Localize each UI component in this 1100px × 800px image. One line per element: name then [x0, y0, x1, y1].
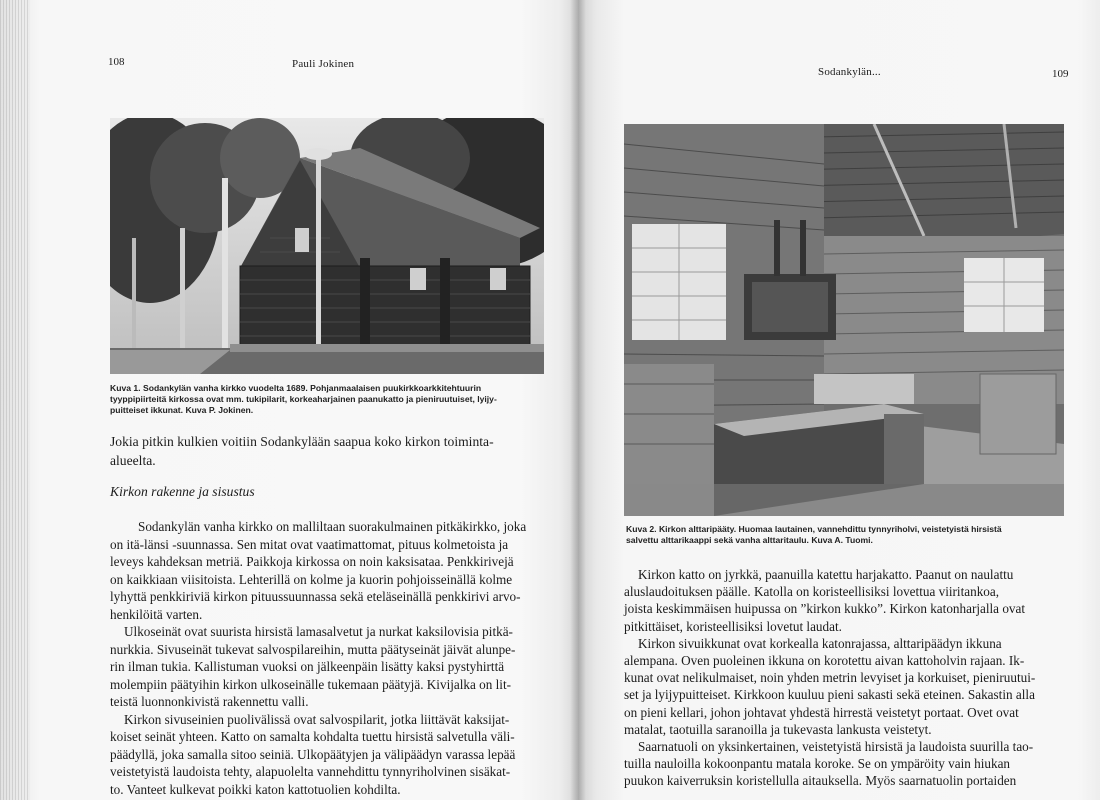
text-line: to. Vanteet kulkevat poikki katon kattotuolien kohdilta.	[110, 781, 401, 797]
text-line: veistetyistä laudoista tehty, alapuolelta vannehdittu tynnyriholvinen sisäkat-	[110, 764, 511, 779]
text-line: Sodankylän vanha kirkko on malliltaan suorakulmainen pitkäkirkko, joka	[138, 519, 527, 534]
text-line: molempiin päätyihin kirkon ulkoseinälle tukemaan päätyjä. Kivijalka on lit-	[110, 676, 512, 692]
running-head-right: Sodankylän...	[818, 66, 881, 78]
paragraph	[110, 518, 546, 623]
text-line: matalat, taotuilla saranoilla ja tukevasta lankusta veistetyt.	[624, 721, 932, 737]
caption-line: tyyppipiirteitä kirkossa ovat mm. tukipilarit, korkeaharjainen paanukatto ja pieniruutuiset, lyijy-	[110, 394, 497, 404]
text-line: rin ilman tukia. Kallistuman vuoksi on jälkeenpäin lisätty kaksi pystyhirttä	[110, 659, 505, 674]
text-line: alueelta.	[110, 453, 156, 468]
section-heading: Kirkon rakenne ja sisustus	[110, 484, 255, 499]
text-line: henkilöitä varten.	[110, 606, 203, 622]
text-line: joista keskimmäisen huipussa on ”kirkon kukko”. Kirkon katonharjalla ovat	[624, 601, 1026, 617]
left-body-text	[110, 518, 546, 798]
paragraph	[624, 738, 1060, 790]
book-gutter	[570, 0, 586, 800]
caption-line: puitteiset ikkunat. Kuva P. Jokinen.	[110, 405, 254, 415]
text-line: koiset seinät yhteen. Katto on samalta kohdalta tuettu hirsistä salvetulla väli-	[110, 729, 515, 744]
text-line: tuilla nauloilla kokoonpantu matala koroke. Se on ympäröity vain hiukan	[624, 756, 1011, 772]
text-line: Kirkon katto on jyrkkä, paanuilla katettu harjakatto. Paanut on naulattu	[638, 567, 1014, 582]
text-line: leveys kahdeksan metriä. Paikkoja kirkossa on noin kaksisataa. Penkkirivejä	[110, 554, 514, 569]
paragraph	[624, 635, 1060, 738]
text-line: on itä-länsi -suunnassa. Sen mitat ovat vaatimattomat, pituus kolmetoista ja	[110, 536, 509, 552]
text-line: päädyllä, joka samalla sitoo seiniä. Ulkopäätyjen ja välipäädyn varassa lepää	[110, 746, 516, 762]
text-line: alempana. Oven puoleinen ikkuna on korotettu aivan kattoholvin rajaan. Ik-	[624, 653, 1025, 669]
running-head-left: Pauli Jokinen	[292, 58, 355, 70]
page-edges	[0, 0, 30, 800]
text-line: Kirkon sivuseinien puolivälissä ovat salvospilarit, jotka liittävät kaksijat-	[124, 711, 510, 727]
text-line: on pieni kellari, johon johtavat yhdestä hirrestä veistetyt portaat. Ovet ovat	[624, 704, 1019, 720]
text-line: set ja lyijypuitteiset. Kirkkoon kuuluu pieni sakasti sekä eteinen. Sakastin alla	[624, 687, 1035, 703]
text-line: Saarnatuoli on yksinkertainen, veistetyistä hirsistä ja laudoista suurilla tao-	[638, 739, 1034, 755]
caption-line: Kuva 1. Sodankylän vanha kirkko vuodelta 1689. Pohjanmaalaisen puukirkkoarkkitehtuurin	[110, 383, 482, 393]
text-line: puukon kaiverruksin koristellulla aitauksella. Myös saarnatuolin portaiden	[624, 773, 1017, 789]
right-page	[578, 0, 1100, 800]
text-line: nurkkia. Sivuseinät tukevat salvospilareihin, mutta päätyseinät jäivät alunpe-	[110, 641, 516, 657]
text-line: pitkittäiset, koristeellisiksi lovetut laudat.	[624, 618, 842, 634]
figure-caption-1	[110, 383, 544, 416]
text-line: Jokia pitkin kulkien voitiin Sodankylään saapua koko kirkon toiminta-	[110, 434, 494, 449]
intro-text	[110, 432, 546, 470]
figure-caption-2	[626, 524, 1066, 546]
right-body-text	[624, 566, 1060, 790]
paragraph	[110, 623, 546, 711]
paragraph	[110, 711, 546, 799]
page-number-left: 108	[108, 56, 125, 68]
text-line: teistä luonnonkivistä rakennettu valli.	[110, 694, 309, 709]
paragraph	[624, 566, 1060, 635]
text-line: Ulkoseinät ovat suurista hirsistä lamasalvetut ja nurkat kaksilovisia pitkä-	[124, 624, 513, 639]
church-exterior-photo	[110, 118, 544, 374]
text-line: Kirkon sivuikkunat ovat korkealla katonrajassa, alttaripäädyn ikkuna	[638, 635, 1002, 651]
caption-line: salvettu alttarikaappi sekä vanha alttaritaulu. Kuva A. Tuomi.	[626, 535, 873, 545]
text-line: aluslaudoituksen päälle. Katolla on koristeellisiksi lovettua viiritankoa,	[624, 584, 1000, 600]
text-line: kunat ovat nelikulmaiset, noin yhden metrin levyiset ja korkuiset, pieniruutui-	[624, 670, 1036, 686]
text-line: on kaikkiaan viisitoista. Lehterillä on kolme ja kuorin pohjoisseinällä kolme	[110, 571, 513, 587]
altar-interior-photo	[624, 124, 1064, 516]
text-line: lyhyttä penkkiriviä kirkon pituussuunnassa sekä eteläseinällä penkkirivi arvo-	[110, 589, 521, 604]
page-number-right: 109	[1052, 68, 1069, 80]
caption-line: Kuva 2. Kirkon alttaripääty. Huomaa lautainen, vannehdittu tynnyriholvi, veistetyistä hirsistä	[626, 524, 1002, 534]
